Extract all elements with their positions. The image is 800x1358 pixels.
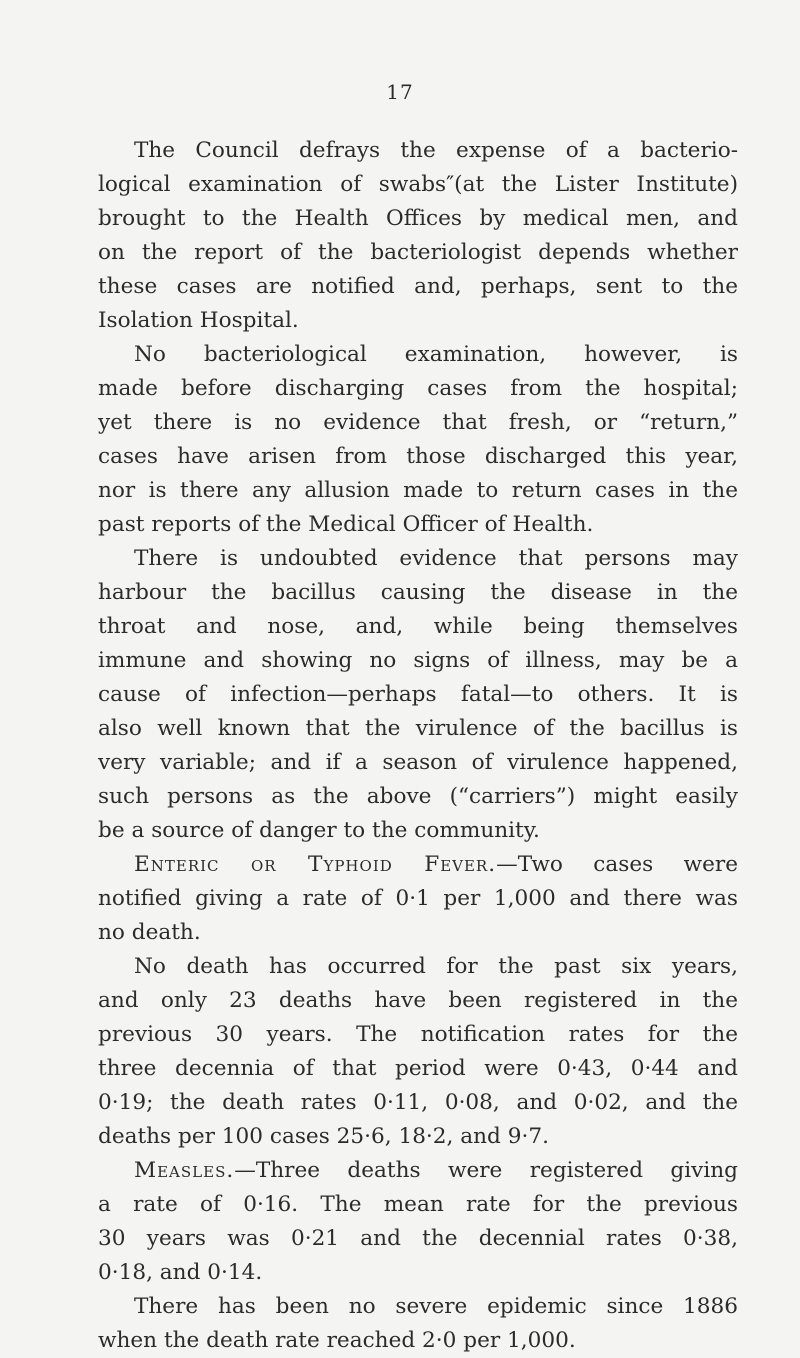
text-line: such persons as the above (“carriers”) might easily: [98, 784, 738, 809]
text-line: very variable; and if a season of virulence happened,: [98, 750, 738, 775]
text-line: immune and showing no signs of illness, may be a: [98, 648, 738, 673]
text-line: notified giving a rate of 0·1 per 1,000 and there was: [98, 886, 738, 911]
text-line: be a source of danger to the community.: [98, 818, 540, 843]
paragraph-carriers: [98, 542, 738, 848]
text-line: yet there is no evidence that fresh, or “return,”: [98, 410, 738, 435]
text-line: on the report of the bacteriologist depends whether: [98, 240, 738, 265]
section-heading-enteric-fever: Enteric or Typhoid Fever.: [134, 852, 497, 877]
text-line: also well known that the virulence of the bacillus is: [98, 716, 738, 741]
text-line: No death has occurred for the past six years,: [134, 954, 738, 979]
text-line: 0·19; the death rates 0·11, 0·08, and 0·02, and the: [98, 1090, 738, 1115]
paragraph-measles: [98, 1154, 738, 1290]
section-heading-measles: Measles.: [134, 1158, 235, 1183]
text-line: when the death rate reached 2·0 per 1,000.: [98, 1328, 576, 1353]
text-line: There is undoubted evidence that persons may: [134, 546, 738, 571]
paragraph-enteric-fever: [98, 848, 738, 950]
page-number: 17: [386, 80, 414, 104]
text-line: these cases are notified and, perhaps, sent to the: [98, 274, 738, 299]
text-line: previous 30 years. The notification rates for the: [98, 1022, 738, 1047]
text-line: logical examination of swabs″(at the Lister Institute): [98, 172, 738, 197]
body-text: [98, 134, 738, 1358]
text-line-rest: —Two cases were: [496, 852, 739, 877]
paragraph-measles-epidemic: [98, 1290, 738, 1358]
text-line: deaths per 100 cases 25·6, 18·2, and 9·7.: [98, 1124, 549, 1149]
text-line: cause of infection—perhaps fatal—to others. It is: [98, 682, 738, 707]
text-line: nor is there any allusion made to return cases in the: [98, 478, 738, 503]
paragraph-enteric-history: [98, 950, 738, 1154]
text-line: No bacteriological examination, however, is: [134, 342, 738, 367]
text-line: throat and nose, and, while being themselves: [98, 614, 738, 639]
text-line: harbour the bacillus causing the disease in the: [98, 580, 738, 605]
text-line: [98, 848, 738, 882]
text-line: [98, 1154, 738, 1188]
paragraph-no-examination-before-discharge: [98, 338, 738, 542]
text-line: three decennia of that period were 0·43, 0·44 and: [98, 1056, 738, 1081]
text-line: 30 years was 0·21 and the decennial rates 0·38,: [98, 1226, 738, 1251]
text-line: made before discharging cases from the hospital;: [98, 376, 738, 401]
paragraph-bacteriological-examination: [98, 134, 738, 338]
text-line: Isolation Hospital.: [98, 308, 299, 333]
text-line-rest: —Three deaths were registered giving: [234, 1158, 738, 1183]
text-line: cases have arisen from those discharged this year,: [98, 444, 738, 469]
text-line: There has been no severe epidemic since 1886: [134, 1294, 738, 1319]
text-line: and only 23 deaths have been registered in the: [98, 988, 738, 1013]
text-line: brought to the Health Offices by medical men, and: [98, 206, 738, 231]
text-line: no death.: [98, 920, 201, 945]
text-line: past reports of the Medical Officer of Health.: [98, 512, 594, 537]
text-line: The Council defrays the expense of a bacterio-: [134, 138, 738, 163]
text-line: a rate of 0·16. The mean rate for the previous: [98, 1192, 738, 1217]
text-line: 0·18, and 0·14.: [98, 1260, 263, 1285]
